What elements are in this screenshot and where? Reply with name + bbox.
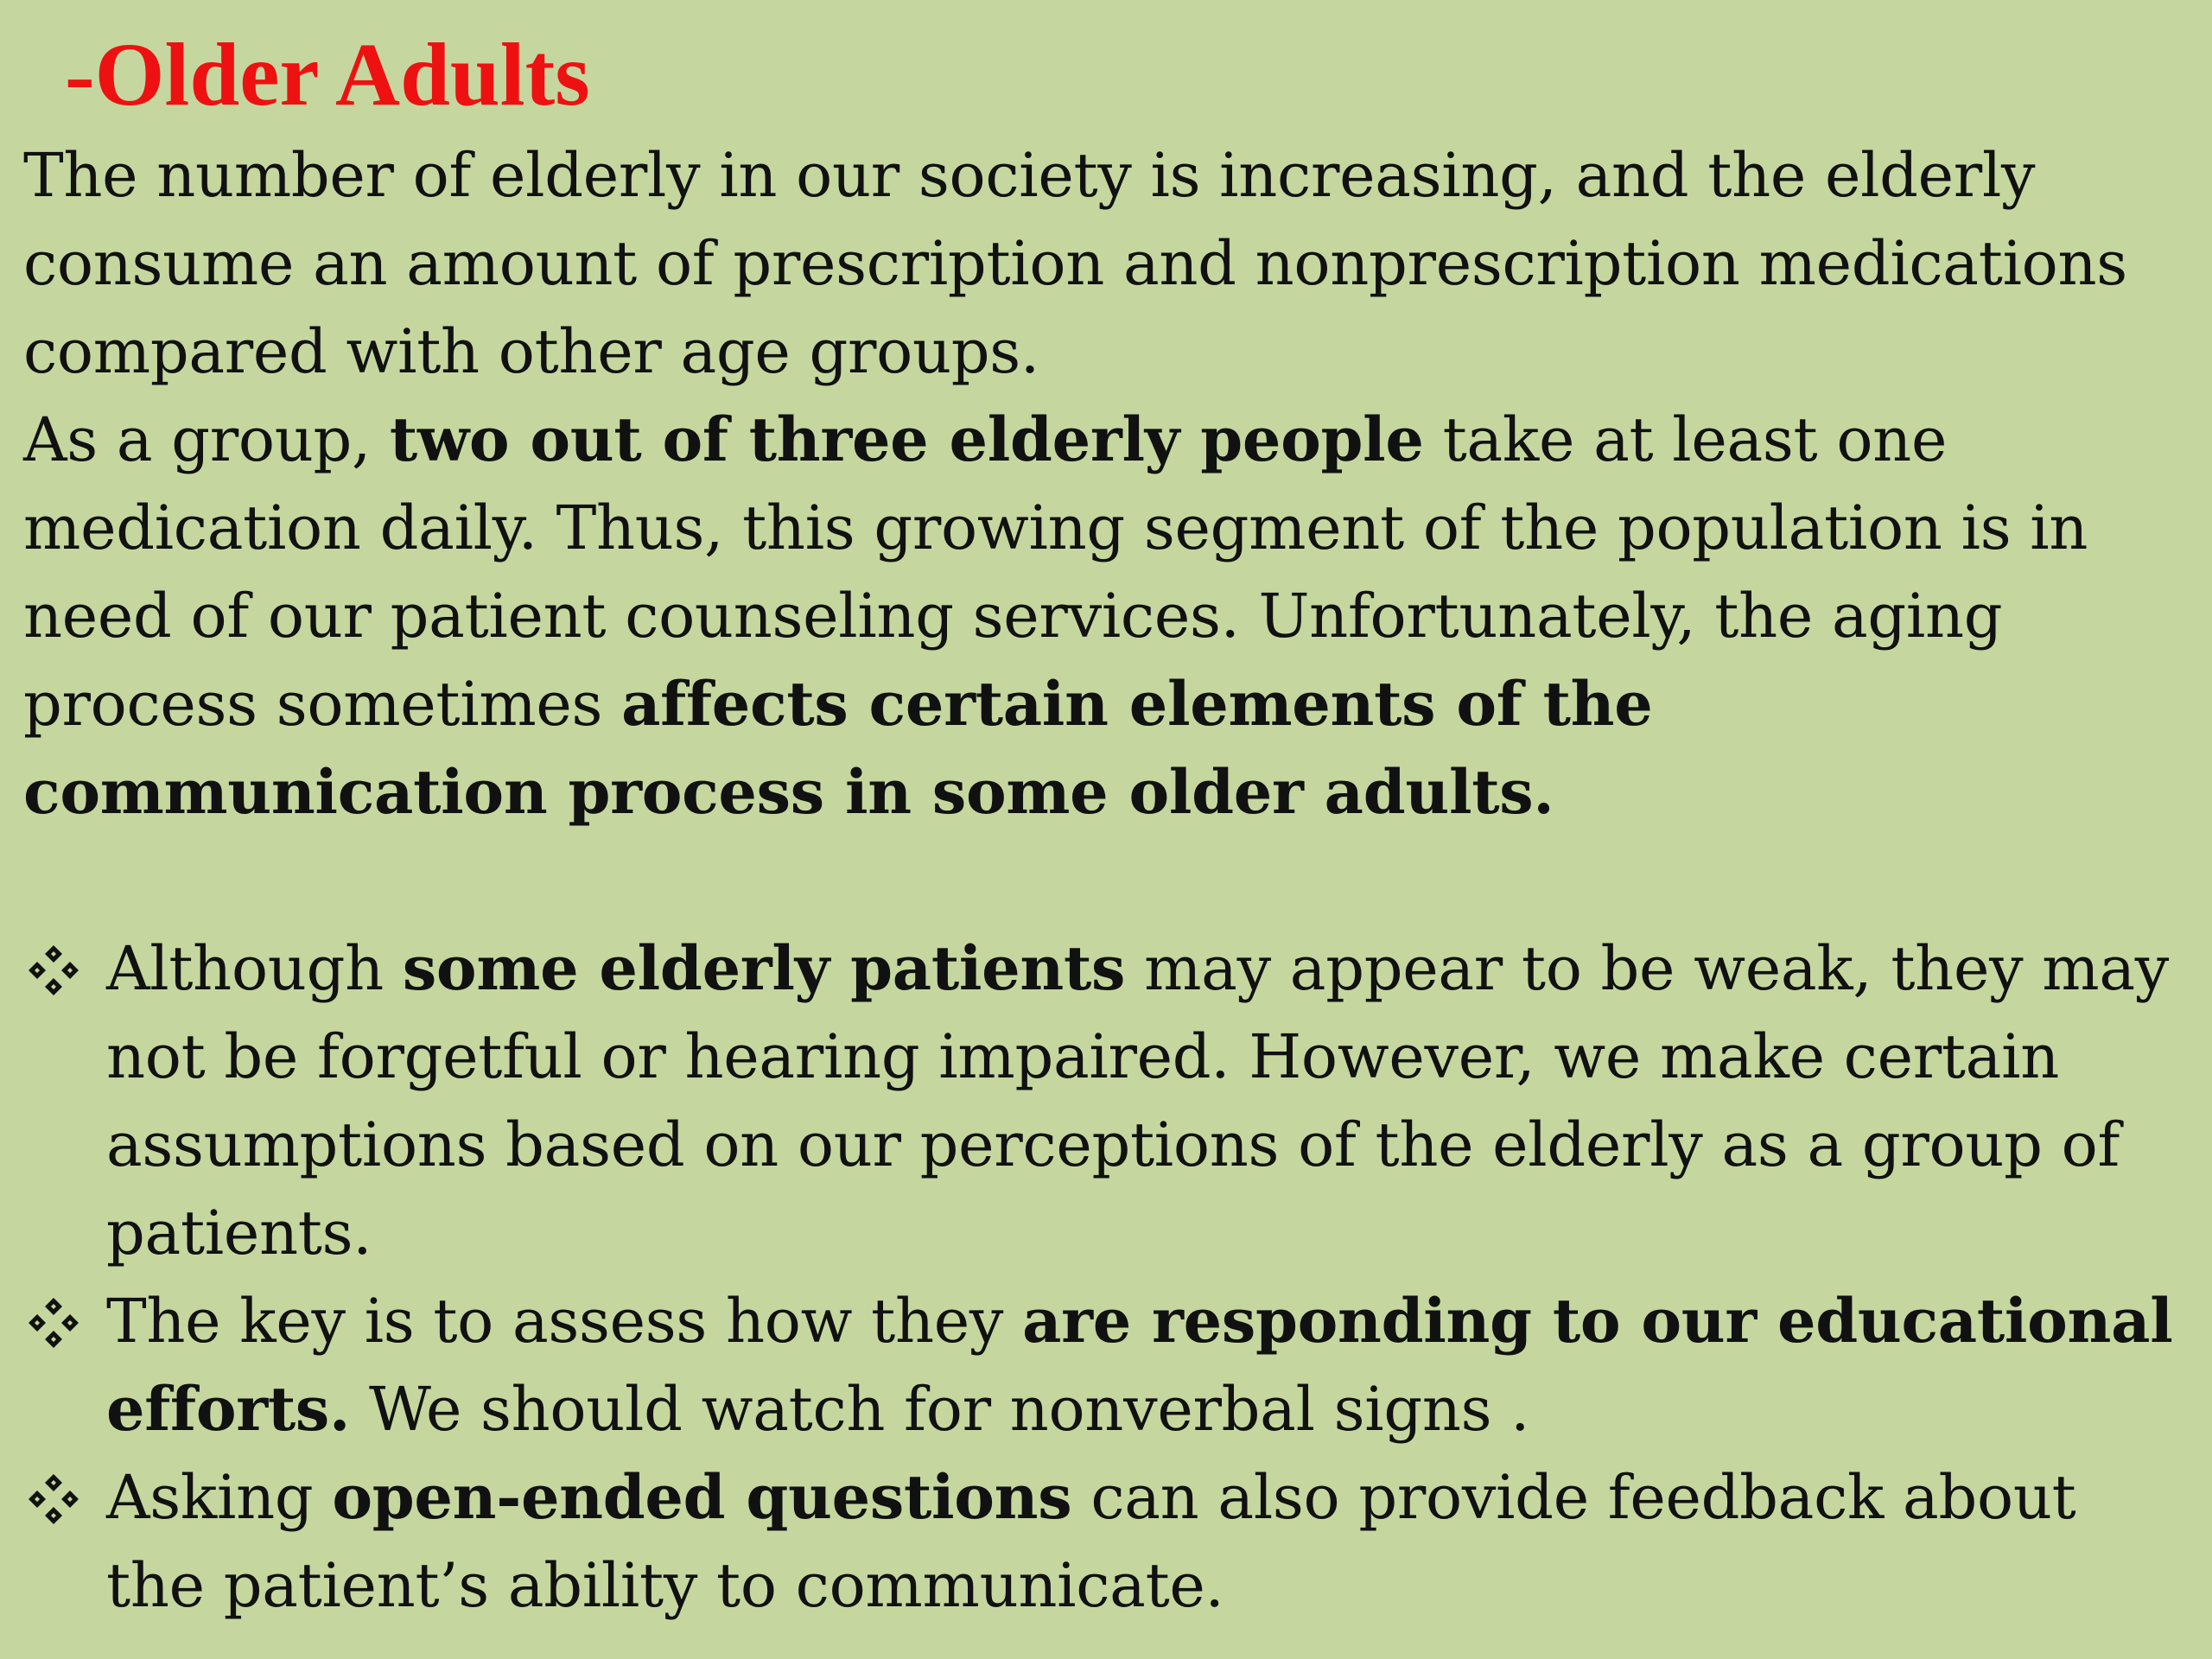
bullet-item-weak-patients (23, 925, 2186, 1277)
bullet-2-part1: The key is to assess how they (106, 1286, 1023, 1357)
group-text-bold2: affects certain elements of the communication process in some older adults. (23, 668, 1653, 828)
four-diamond-bullet-icon (27, 1296, 80, 1350)
bullet-3-part1: Asking (106, 1462, 333, 1533)
intro-text: The number of elderly in our society is increasing, and the elderly consume an amount of prescription and nonprescription medications compared with other age groups. (23, 140, 2127, 387)
intro-paragraph (23, 131, 2186, 836)
bullet-item-assess-response (23, 1277, 2186, 1453)
group-text-part2: take at least one medication daily. Thus, this growing segment of the population is in need of our patient counseling services. Unfortunately, the aging process sometimes (23, 404, 2088, 740)
slide-title: -Older Adults (65, 25, 590, 124)
bullet-2-bold: are responding to our educational efforts. (106, 1285, 2173, 1445)
paragraph-spacer (23, 836, 2186, 925)
four-diamond-bullet-icon (27, 1472, 80, 1526)
bullet-2-part2: We should watch for nonverbal signs . (350, 1374, 1530, 1445)
group-text-part1: As a group, (23, 404, 390, 475)
bullet-1-bold: some elderly patients (402, 932, 1126, 1004)
bullet-3-bold: open-ended questions (332, 1461, 1072, 1533)
bullet-1-part1: Although (106, 933, 403, 1004)
bullet-3-part2: can also provide feedback about the patient’s ability to communicate. (106, 1462, 2076, 1621)
bullet-item-open-ended-questions (23, 1453, 2186, 1630)
bullet-1-part2: may appear to be weak, they may not be forgetful or hearing impaired. However, we make certain assumptions based on our perceptions of the elderly as a group of patients. (106, 933, 2170, 1268)
four-diamond-bullet-icon (27, 944, 80, 997)
bullet-list (23, 925, 2186, 1630)
group-text-bold1: two out of three elderly people (389, 404, 1424, 475)
